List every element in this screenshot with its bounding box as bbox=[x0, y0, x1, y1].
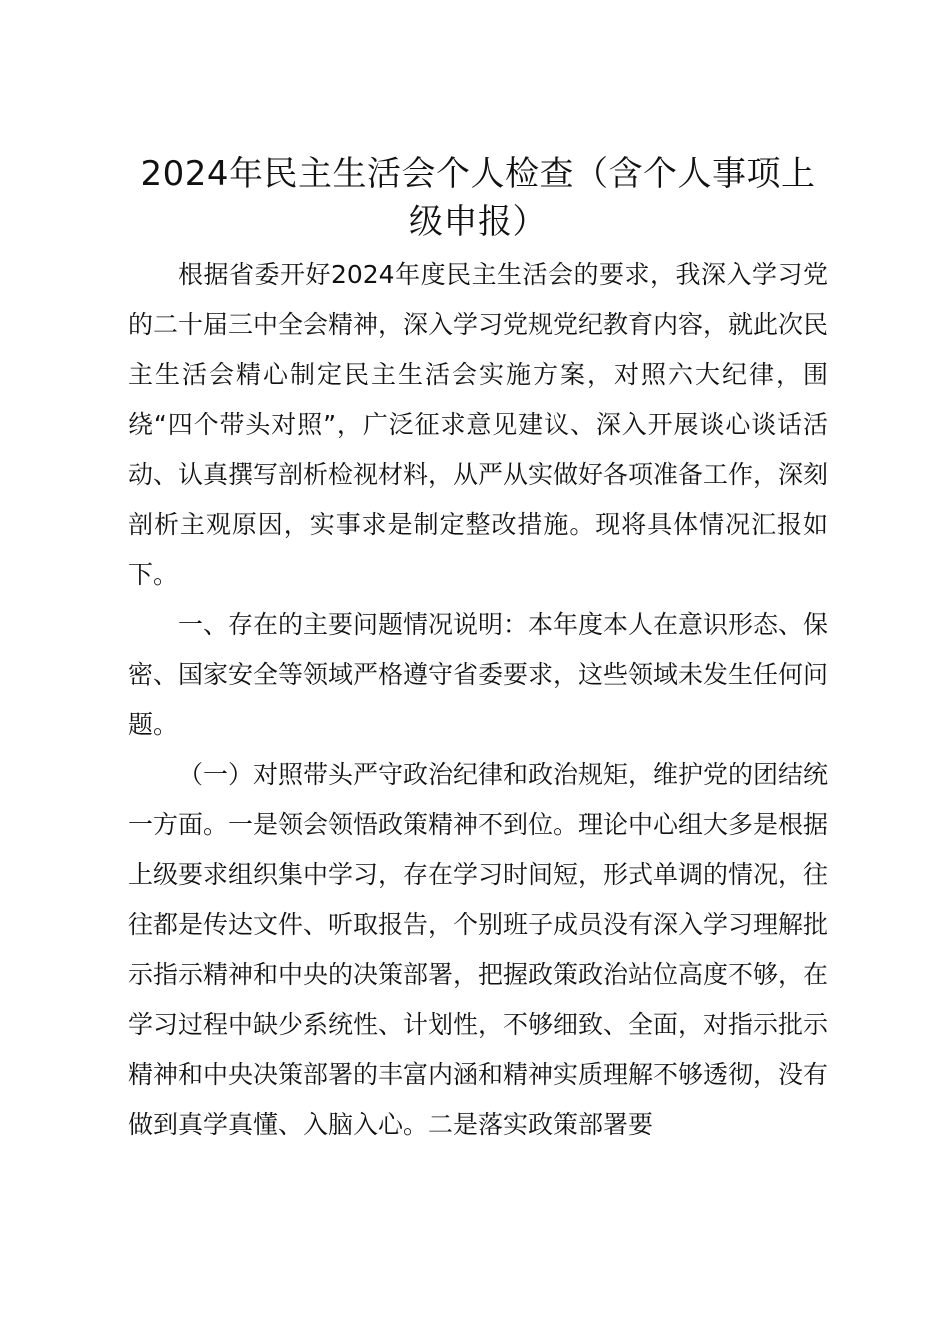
paragraph-intro: 根据省委开好2024年度民主生活会的要求，我深入学习党的二十届三中全会精神，深入学习党规党纪教育内容，就此次民主生活会精心制定民主生活会实施方案，对照六大纪律，围绕“四个带头对照”，广泛征求意见建议、深入开展谈心谈话活动、认真撰写剖析检视材料，从严从实做好各项准备工作，深刻剖析主观原因，实事求是制定整改措施。现将具体情况汇报如下。 bbox=[128, 260, 829, 589]
paragraph-section-one: 一、存在的主要问题情况说明：本年度本人在意识形态、保密、国家安全等领域严格遵守省委要求，这些领域未发生任何问题。 bbox=[128, 610, 829, 739]
document-body bbox=[128, 150, 828, 1150]
document-title: 2024年民主生活会个人检查（含个人事项上级申报） bbox=[140, 154, 816, 242]
paragraph-subsection-one: （一）对照带头严守政治纪律和政治规矩，维护党的团结统一方面。一是领会领悟政策精神不到位。理论中心组大多是根据上级要求组织集中学习，存在学习时间短，形式单调的情况，往往都是传达文件、听取报告，个别班子成员没有深入学习理解批示指示精神和中央的决策部署，把握政策政治站位高度不够，在学习过程中缺少系统性、计划性，不够细致、全面，对指示批示精神和中央决策部署的丰富内涵和精神实质理解不够透彻，没有做到真学真懂、入脑入心。二是落实政策部署要 bbox=[128, 760, 829, 1139]
